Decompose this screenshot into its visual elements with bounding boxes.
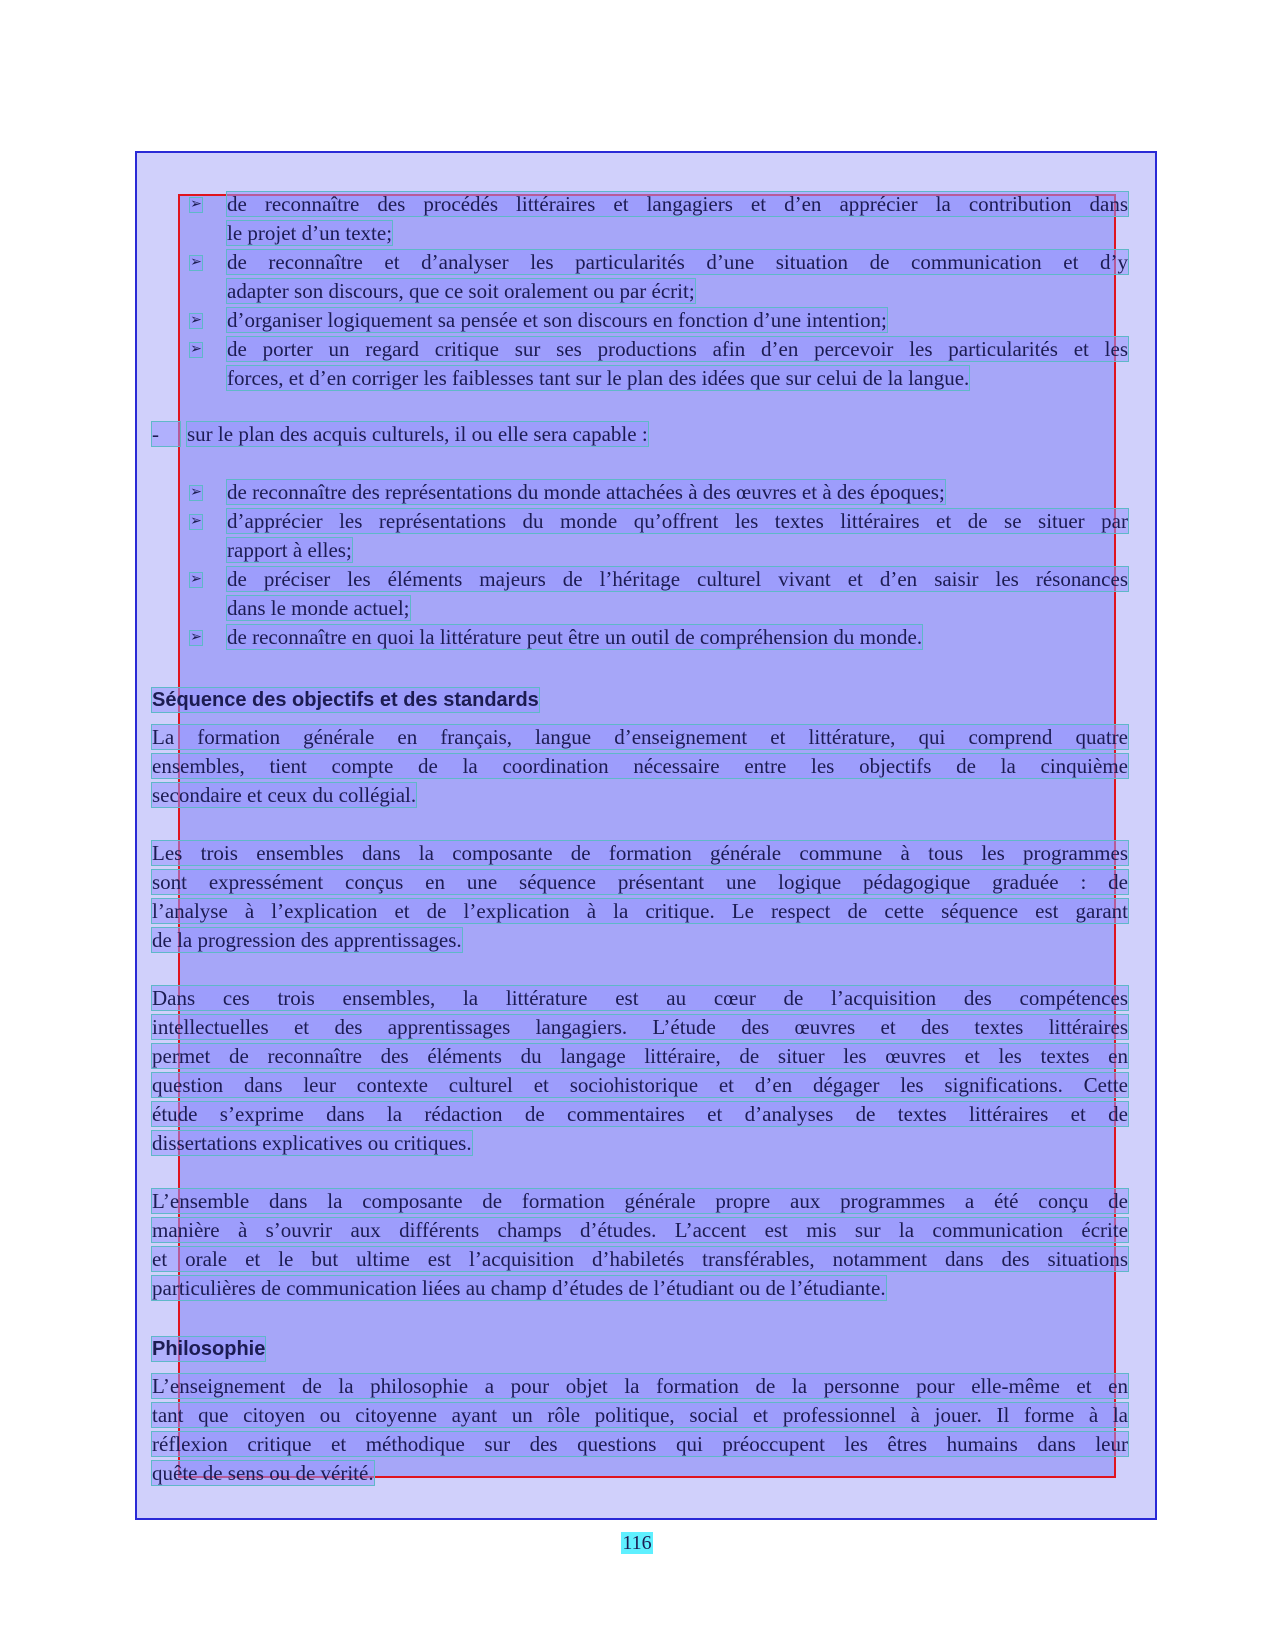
bullet-arrow-icon: ➢ [190, 514, 202, 529]
list-item-line: de porter un regard critique sur ses productions afin d’en percevoir les particularités et les [227, 337, 1128, 361]
paragraph-line: tant que citoyen ou citoyenne ayant un rôle politique, social et professionnel à jouer. Il forme à la [152, 1403, 1128, 1427]
paragraph-line: sont expressément conçus en une séquence présentant une logique pédagogique graduée : de [152, 870, 1128, 894]
list-item-line: de reconnaître des procédés littéraires et langagiers et d’en apprécier la contribution dans [227, 192, 1128, 216]
list-item-line: le projet d’un texte; [227, 221, 393, 245]
bullet-arrow-icon: ➢ [190, 255, 202, 270]
paragraph-line: La formation générale en français, langue d’enseignement et littérature, qui comprend quatre [152, 725, 1128, 749]
paragraph-line: manière à s’ouvrir aux différents champs d’études. L’accent est mis sur la communication écrite [152, 1218, 1128, 1242]
list-item-line: de reconnaître et d’analyser les particularités d’une situation de communication et d’y [227, 250, 1128, 274]
paragraph-line: permet de reconnaître des éléments du langage littéraire, de situer les œuvres et les textes en [152, 1044, 1128, 1068]
list-item-line: dans le monde actuel; [227, 596, 410, 620]
paragraph-line: secondaire et ceux du collégial. [152, 783, 417, 807]
section-heading-philosophie: Philosophie [152, 1338, 266, 1360]
paragraph-line: de la progression des apprentissages. [152, 928, 462, 952]
paragraph-line: L’enseignement de la philosophie a pour objet la formation de la personne pour elle-même et en [152, 1374, 1128, 1398]
list-item-line: de préciser les éléments majeurs de l’héritage culturel vivant et d’en saisir les résonances [227, 567, 1128, 591]
list-item-line: rapport à elles; [227, 538, 352, 562]
paragraph-line: intellectuelles et des apprentissages langagiers. L’étude des œuvres et des textes littéraires [152, 1015, 1128, 1039]
dash-item-text: sur le plan des acquis culturels, il ou elle sera capable : [187, 422, 648, 446]
bullet-arrow-icon: ➢ [190, 572, 202, 587]
page-number: 116 [622, 1532, 652, 1554]
bullet-arrow-icon: ➢ [190, 342, 202, 357]
paragraph-line: particulières de communication liées au champ d’études de l’étudiant ou de l’étudiante. [152, 1276, 886, 1300]
paragraph-line: L’ensemble dans la composante de formation générale propre aux programmes a été conçu de [152, 1189, 1128, 1213]
bullet-arrow-icon: ➢ [190, 485, 202, 500]
paragraph-line: ensembles, tient compte de la coordination nécessaire entre les objectifs de la cinquième [152, 754, 1128, 778]
list-item-line: d’apprécier les représentations du monde qu’offrent les textes littéraires et de se situer par [227, 509, 1128, 533]
paragraph-line: réflexion critique et méthodique sur des questions qui préoccupent les êtres humains dans leur [152, 1432, 1128, 1456]
paragraph-line: et orale et le but ultime est l’acquisition d’habiletés transférables, notamment dans des situations [152, 1247, 1128, 1271]
paragraph-line: quête de sens ou de vérité. [152, 1461, 374, 1485]
paragraph-line: dissertations explicatives ou critiques. [152, 1131, 472, 1155]
bullet-arrow-icon: ➢ [190, 197, 202, 212]
bullet-arrow-icon: ➢ [190, 630, 202, 645]
paragraph-line: étude s’exprime dans la rédaction de commentaires et d’analyses de textes littéraires et de [152, 1102, 1128, 1126]
section-heading-sequence: Séquence des objectifs et des standards [152, 689, 539, 711]
bullet-arrow-icon: ➢ [190, 313, 202, 328]
paragraph-line: question dans leur contexte culturel et sociohistorique et d’en dégager les significations. Cette [152, 1073, 1128, 1097]
list-item-line: adapter son discours, que ce soit oralement ou par écrit; [227, 279, 695, 303]
list-item-line: de reconnaître en quoi la littérature peut être un outil de compréhension du monde. [227, 625, 923, 649]
paragraph-line: Les trois ensembles dans la composante de formation générale commune à tous les programmes [152, 841, 1128, 865]
list-item-line: de reconnaître des représentations du monde attachées à des œuvres et à des époques; [227, 480, 945, 504]
paragraph-line: Dans ces trois ensembles, la littérature est au cœur de l’acquisition des compétences [152, 986, 1128, 1010]
list-item-line: d’organiser logiquement sa pensée et son discours en fonction d’une intention; [227, 308, 887, 332]
dash-marker: - [152, 422, 180, 446]
paragraph-line: l’analyse à l’explication et de l’explication à la critique. Le respect de cette séquence est garant [152, 899, 1128, 923]
list-item-line: forces, et d’en corriger les faiblesses tant sur le plan des idées que sur celui de la langue. [227, 366, 970, 390]
